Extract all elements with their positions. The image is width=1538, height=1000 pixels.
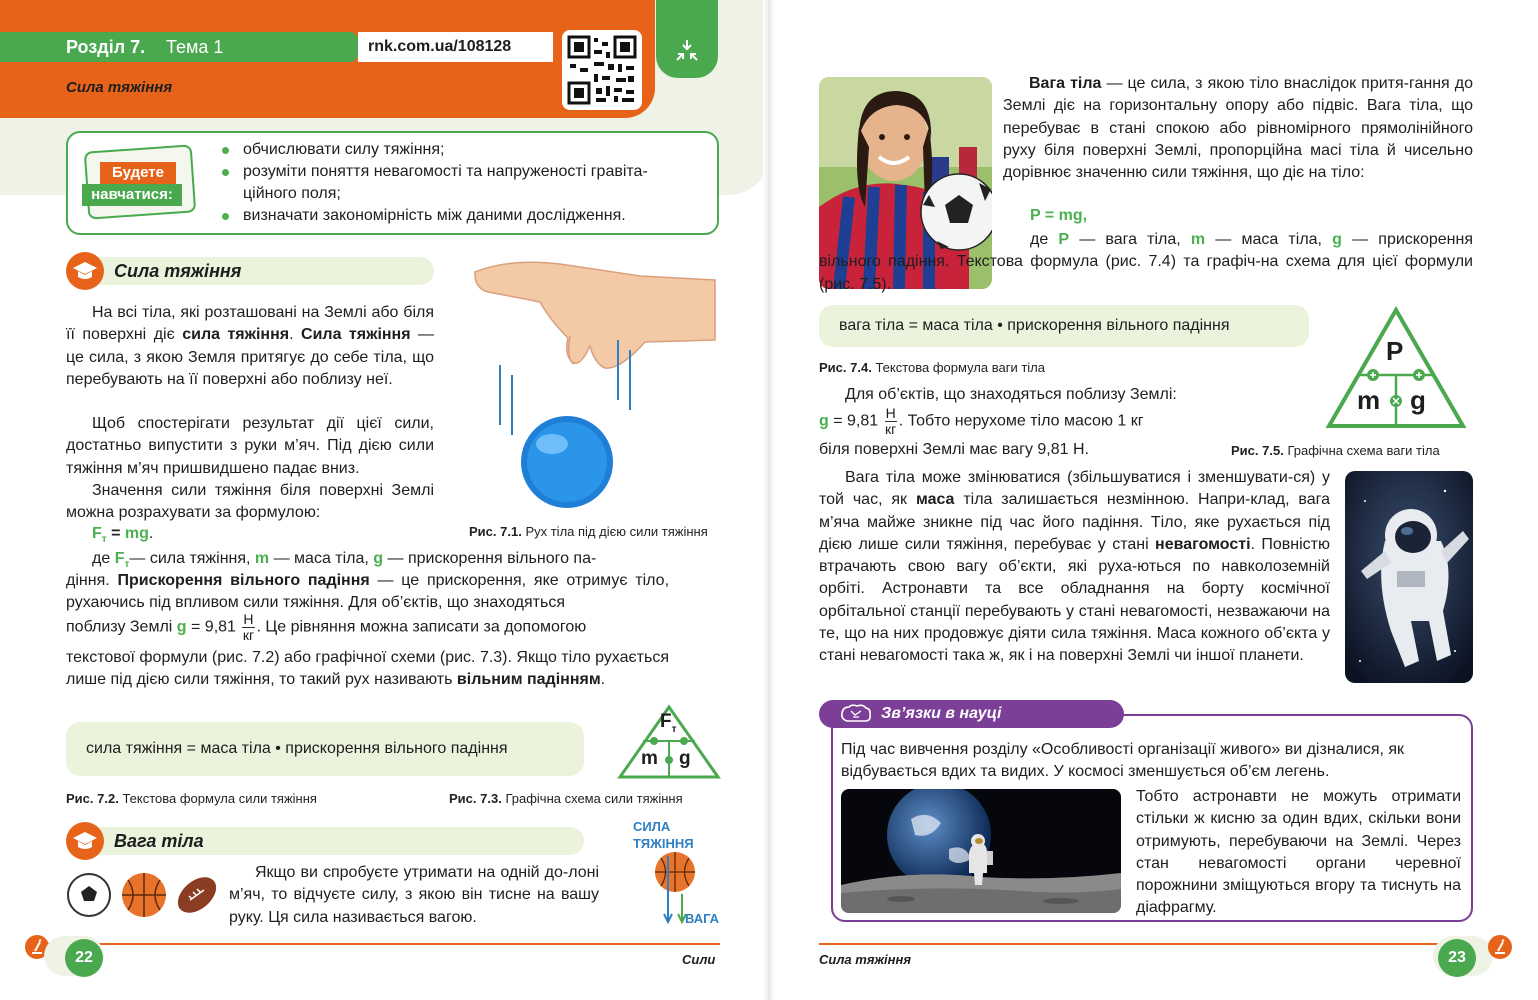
weight-triangle-scheme	[1325, 306, 1467, 430]
gravity-label: СИЛА ТЯЖІННЯ	[633, 819, 694, 851]
microscope-icon	[1487, 934, 1513, 960]
text-formula-gravity: сила тяжіння = маса тіла • прискорення вільного падіння	[66, 722, 584, 776]
paragraph-formula-intro: Значення сили тяжіння біля поверхні Землі можна розрахувати за формулою:	[66, 482, 434, 522]
footer-line	[30, 943, 720, 945]
section-title-gravity: Сила тяжіння	[114, 261, 242, 281]
paragraph-g-value: поблизу Землі g = 9,81 $\frac{Н}{кг}$ . Це рівняння можна записати за допомогою	[66, 611, 587, 643]
header-title: Сила тяжіння	[66, 79, 173, 96]
footer-line	[819, 943, 1509, 945]
formula-gravity: $F_т$ = mg.	[92, 525, 154, 546]
figure-7-5-caption: Рис. 7.5. Графічна схема ваги тіла	[1231, 443, 1440, 458]
paragraph-g-value-right: g = 9,81 $\frac{Н}{кг}$ . Тобто нерухоме тіло масою 1 кг	[819, 405, 1144, 437]
astronaut-photo	[1345, 471, 1473, 683]
collapse-arrows-icon	[674, 38, 700, 64]
triangle1-left-label: m	[641, 748, 658, 769]
paragraph-where: де $F_т—$ сила тяжіння, m — маса тіла, g — прискорення вільного па-	[92, 550, 597, 571]
paragraph-weight-intro: Якщо ви спробуєте утримати на одній до-лоні м’яч, то відчуєте силу, з якою він тисне на вашу руку. Ця сила називається вагою.	[229, 864, 599, 926]
formula-weight: P = mg,	[1030, 207, 1088, 224]
goal-item-continued: ційного поля;	[243, 185, 341, 202]
figure-7-1-caption: Рис. 7.1. Рух тіла під дією сили тяжіння	[469, 524, 708, 539]
paragraph-weight-1kg: біля поверхні Землі має вагу 9,81 Н.	[819, 441, 1089, 458]
triangle1-top-label: $F_т$	[660, 711, 677, 735]
url-bar	[358, 32, 553, 62]
corner-badge	[656, 0, 718, 78]
balls-illustration	[66, 870, 221, 920]
figure-7-4-caption: Рис. 7.4. Текстова формула ваги тіла	[819, 360, 1045, 375]
chapter-bar	[0, 32, 358, 62]
topic-label: Тема 1	[166, 37, 224, 57]
paragraph-weight-definition: Вага тіла — це сила, з якою тіло внаслідок притя-гання до Землі діє на горизонтальну опору або підвіс. Вага тіла, що перебуває в стані спокою або рівномірного прямолінійного руху біля поверхні Землі, пропорційна масі тіла й чисельно дорівнює значенню сили тяжіння, що діє на тіло:	[1003, 75, 1473, 182]
triangle2-left-label: m	[1357, 385, 1381, 415]
goals-badge-line1: Будете	[100, 162, 176, 184]
qr-code[interactable]	[562, 30, 642, 110]
section-title-weight: Вага тіла	[114, 831, 204, 851]
goal-item: обчислювати силу тяжіння;	[222, 139, 707, 161]
right-page	[769, 0, 1538, 1000]
page-number: 23	[1438, 939, 1476, 977]
footer-topic-title: Сила тяжіння	[819, 952, 912, 967]
paragraph-free-fall: текстової формули (рис. 7.2) або графічної схеми (рис. 7.3). Якщо тіло рухається лише під дією сили тяжіння, то такий рух називають вільним падінням.	[66, 649, 669, 689]
science-links-paragraph2: Тобто астронавти не можуть отримати стільки ж кисню за один вдих, скільки вони отримують, перебуваючи на Землі. Через стан невагомості органи черевної порожнини зміщуються вгору та тиснуть на діафрагму.	[1136, 788, 1461, 917]
science-links-paragraph1: Під час вивчення розділу «Особливості організації живого» ви дізналися, як відбувається вдих та видих. У космосі зменшується об’єм легень.	[841, 741, 1405, 781]
paragraph-weight-where: де P — вага тіла, m — маса тіла, g — прискорення вільного падіння. Текстова формула (рис. 7.4) та графіч-на схема для цієї формули (рис. 7.5).	[819, 231, 1473, 293]
paragraph-weightlessness: Вага тіла може змінюватися (збільшуватися і зменшувати-ся) у той час, як маса тіла залишається незмінною. Напри-клад, вага м’яча майже зникне під час його падіння. Тіло, яке рухається під дією лише сили тяжіння, перебуває у стані невагомості. Повністю втрачають свою вагу об’єкти, які руха-ються по навколоземній орбіті. Астронавти та все обладнання на борту космічної орбітальної станції перебувають у стані невагомості, незважаючи на те, що на них продовжує діяти сила тяжіння. Маса кожного об’єкта у стані невагомості така ж, як і на поверхні Землі чи іншої планети.	[819, 469, 1330, 665]
triangle2-right-label: g	[1410, 385, 1426, 415]
paragraph-acceleration: діння. Прискорення вільного падіння — це прискорення, яке отримує тіло, рухаючись під впливом сили тяжіння. Для об’єктів, що знаходяться	[66, 572, 670, 612]
paragraph-near-earth: Для об’єктів, що знаходяться поблизу Землі:	[845, 386, 1177, 403]
footer-chapter-title: Сили	[682, 952, 716, 967]
brain-icon	[839, 703, 873, 725]
graduation-cap-icon	[66, 822, 104, 860]
figure-7-3-caption: Рис. 7.3. Графічна схема сили тяжіння	[449, 791, 683, 806]
falling-ball-figure	[470, 250, 720, 515]
triangle2-top-label: P	[1386, 336, 1404, 366]
text-formula-weight: вага тіла = маса тіла • прискорення вільного падіння	[819, 305, 1309, 347]
goal-item: розуміти поняття невагомості та напруженості гравіта-	[222, 161, 707, 183]
science-links-title: Зв’язки в науці	[881, 705, 1002, 722]
moon-astronaut-photo	[841, 789, 1121, 913]
graduation-cap-icon	[66, 252, 104, 290]
qr-code-icon	[562, 30, 642, 110]
hand-image	[475, 262, 715, 368]
goals-badge-line2: навчатися:	[82, 184, 182, 206]
chapter-label: Розділ 7.	[66, 37, 146, 57]
goals-badge	[78, 148, 198, 218]
resource-link[interactable]: rnk.com.ua/108128	[368, 38, 512, 55]
goal-item: визначати закономірність між даними дослідження.	[222, 205, 707, 227]
goals-list	[222, 139, 707, 227]
figure-7-2-caption: Рис. 7.2. Текстова формула сили тяжіння	[66, 791, 317, 806]
page-number: 22	[65, 939, 103, 977]
paragraph-ball-observation: Щоб спостерігати результат дії цієї сили, достатньо випустити з руки м’яч. Під дією сили тяжіння м’яч пришвидшено падає вниз.	[66, 415, 434, 477]
triangle1-right-label: g	[679, 748, 691, 769]
weight-label: ВАГА	[685, 911, 720, 926]
paragraph-gravity-definition: На всі тіла, які розташовані на Землі або біля її поверхні діє сила тяжіння. Сила тяжіння — це сила, з якою Земля притягує до себе тіла, що перебувають на її поверхні або поблизу неї.	[66, 304, 435, 388]
